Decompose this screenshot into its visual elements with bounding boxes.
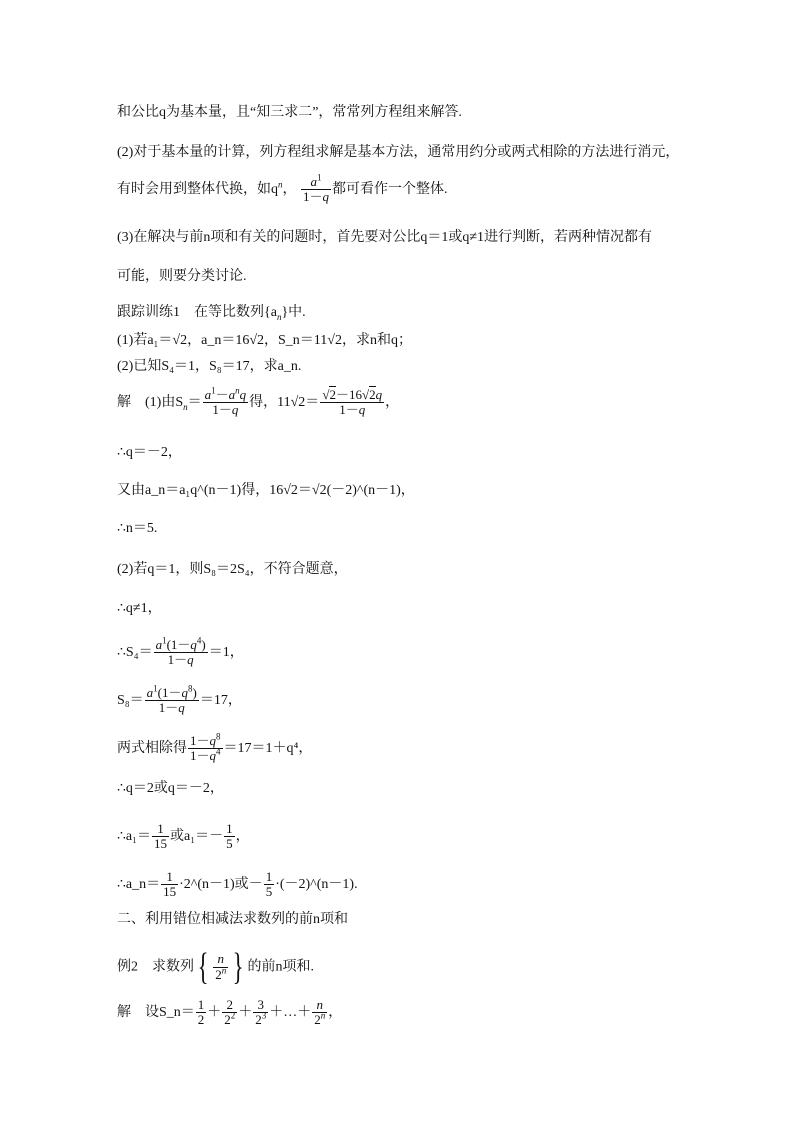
exercise-q2: (2)已知S₄＝1，S₈＝17，求a_n.: [117, 359, 302, 374]
fraction-3-23: $\frac{3}{2^3}$: [255, 997, 267, 1028]
example-2-text: 例2 求数列: [117, 959, 194, 975]
solution-line-12: [117, 870, 358, 900]
solution-line-4: ∴n＝5.: [117, 521, 158, 536]
note-line-3-text: 有时会用到整体代换，如q: [117, 182, 278, 198]
fraction-2-22: $\frac{2}{2^2}$: [224, 997, 236, 1028]
solution-line-1-mid: 得，11√2＝: [249, 395, 320, 411]
example-2: [117, 946, 314, 988]
solution-line-9-end: ＝17＝1＋q⁴，: [223, 741, 313, 757]
exercise-title-end: }中.: [281, 305, 306, 320]
solution-line-5: (2)若q＝1，则S₈＝2S₄，不符合题意，: [117, 562, 348, 577]
solution-line-9-text: 两式相除得: [117, 741, 187, 757]
solution-line-10: ∴q＝2或q＝－2，: [117, 781, 224, 796]
fraction-n-over-2n: $\frac{n}{2^n}$: [215, 951, 227, 982]
solution-line-6: ∴q≠1，: [117, 601, 162, 616]
exercise-q1: (1)若a₁＝√2，a_n＝16√2，S_n＝11√2，求n和q；: [117, 333, 412, 348]
solution-line-8-text: S₈＝: [117, 693, 144, 709]
fraction-a1-over-1-q: $\frac{a^1}{1-q}$: [303, 172, 330, 205]
note-line-3-end: 都可看作一个整体.: [332, 182, 448, 198]
solution-line-7: [117, 635, 244, 668]
solution-line-7-text: ∴S₄＝: [117, 645, 153, 661]
solution-line-9: [117, 731, 313, 764]
solution-line-8-end: ＝17，: [199, 693, 242, 709]
fraction-1-15-b: $\frac{1}{15}$: [163, 869, 177, 900]
note-line-1: 和公比q为基本量，且“知三求二”，常常列方程组来解答.: [117, 105, 462, 120]
solution-line-3: 又由a_n＝a₁q^(n－1)得，16√2＝√2(－2)^(n－1)，: [117, 483, 415, 498]
exercise-title-text: 跟踪训练1 在等比数列{a: [117, 305, 277, 320]
note-line-3: 有时会用到整体代换，如$q^n$， $\frac{a^1}{1-q}$ 都可看作一个整体.: [117, 172, 448, 205]
example-2-solution-text: 解 设S_n＝: [117, 1005, 195, 1021]
solution-line-7-end: ＝1，: [208, 645, 244, 661]
example-2-solution: 解 设S_n＝ $\frac{1}{2}$ ＋ $\frac{2}{2^2}$ ＋ $\frac{3}{2^3}$ ＋…＋ $\frac{n}{2^n}$ ，: [117, 997, 343, 1028]
solution-line-1-text: 解 (1)由S: [117, 395, 184, 411]
fraction-n-2n: $\frac{n}{2^n}$: [314, 997, 326, 1028]
solution-line-12-mid: ·2^(n－1)或－: [179, 877, 263, 893]
solution-line-11-mid: 或a₁＝－: [170, 829, 224, 845]
fraction-s8: $\frac{a^1(1-q^8)}{1-q}$: [146, 683, 197, 716]
fraction-sqrt-formula: $\frac{√2-16√2q}{1-q}$: [322, 387, 383, 418]
note-line-2: (2)对于基本量的计算，列方程组求解是基本方法，通常用约分或两式相除的方法进行消元，: [117, 145, 680, 160]
exercise-title: 跟踪训练1 在等比数列$\{a_n\}$中.: [117, 305, 306, 322]
fraction-1-5: $\frac{1}{5}$: [226, 821, 233, 852]
solution-line-8: [117, 683, 242, 716]
example-2-end: 的前n项和.: [247, 959, 314, 975]
section-2-heading: 二、利用错位相减法求数列的前n项和: [117, 912, 348, 927]
solution-line-12-end: ·(－2)^(n－1).: [275, 877, 358, 893]
left-brace: {: [197, 946, 209, 988]
solution-line-1: 解 (1)由$S_n=$ $\frac{a^1-a^nq}{1-q}$ 得，11√2＝ $\frac{√2-16√2q}{1-q}$ ，: [117, 385, 400, 418]
fraction-1-2: $\frac{1}{2}$: [197, 997, 205, 1028]
solution-line-11: ∴a₁＝ $\frac{1}{15}$ 或a₁＝－ $\frac{1}{5}$ ，: [117, 821, 250, 852]
note-line-4: (3)在解决与前n项和有关的问题时，首先要对公比q＝1或q≠1进行判断，若两种情况都有: [117, 230, 653, 245]
note-line-5: 可能，则要分类讨论.: [117, 269, 247, 284]
fraction-1-15: $\frac{1}{15}$: [154, 821, 168, 852]
fraction-sn-formula: $\frac{a^1-a^nq}{1-q}$: [204, 385, 247, 418]
right-brace: }: [232, 946, 244, 988]
fraction-s4: $\frac{a^1(1-q^4)}{1-q}$: [155, 635, 206, 668]
solution-line-2: ∴q＝－2，: [117, 445, 182, 460]
fraction-1-5-b: $\frac{1}{5}$: [265, 869, 273, 900]
solution-line-11-text: ∴a₁＝: [117, 829, 152, 845]
solution-line-12-text: ∴a_n＝: [117, 877, 161, 893]
fraction-ratio: $\frac{1-q^8}{1-q^4}$: [190, 731, 221, 764]
